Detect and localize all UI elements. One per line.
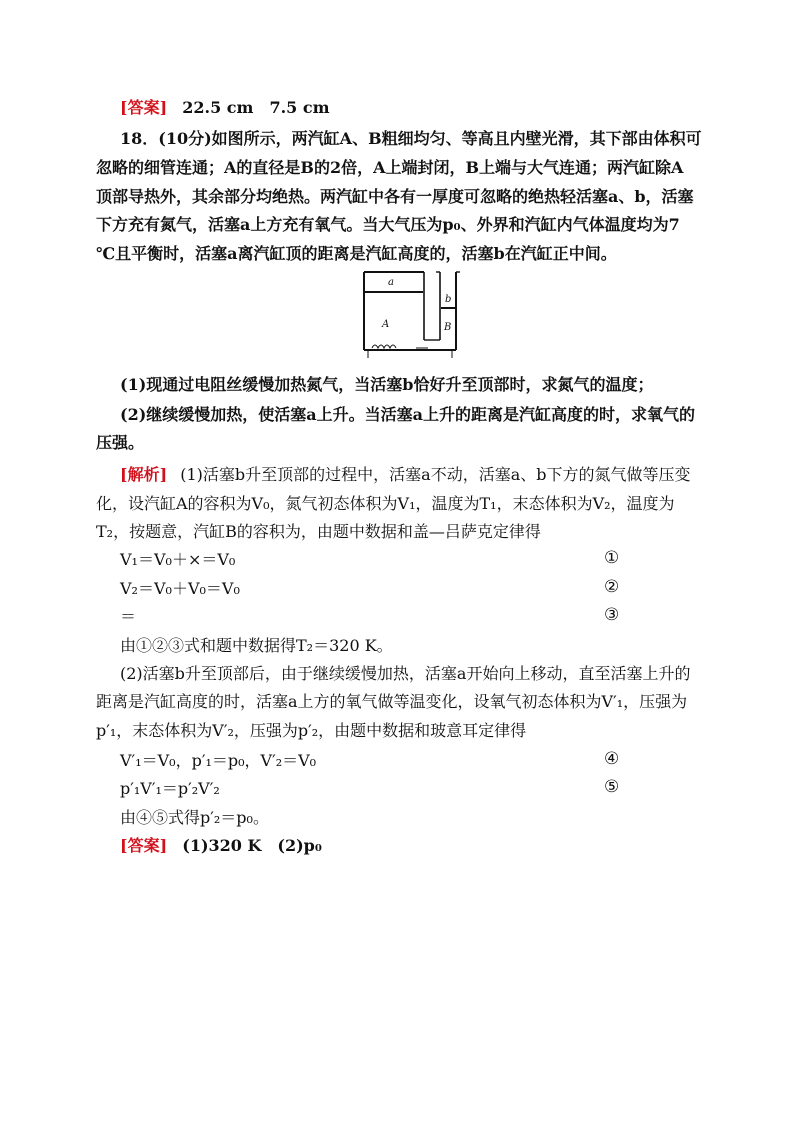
equation-1-text: V₁＝V₀＋×＝V₀ [120, 550, 236, 569]
question-2-cont: 压强。 [96, 433, 145, 452]
analysis-tag: [解析] [120, 465, 168, 484]
equation-5-text: p′₁V′₁＝p′₂V′₂ [120, 779, 220, 798]
conclusion-1: 由①②③式和题中数据得T₂＝320 K。 [120, 636, 393, 655]
answer-text-2: (1)320 K (2)p₀ [182, 836, 322, 855]
answer-tag-2: [答案] [120, 836, 168, 855]
cylinder-diagram [356, 268, 470, 360]
answer-line-2 [120, 836, 710, 856]
analysis-p1-line-1: (1)活塞b升至顶部的过程中，活塞a不动，活塞a、b下方的氮气做等压变 [180, 465, 691, 484]
equation-4-text: V′₁＝V₀，p′₁＝p₀，V′₂＝V₀ [120, 751, 317, 770]
problem-line-1: 18．(10分)如图所示，两汽缸A、B粗细均匀、等高且内壁光滑，其下部由体积可 [120, 129, 702, 148]
label-B: B [444, 322, 452, 333]
equation-2 [120, 579, 710, 599]
analysis-p2-line-3: p′₁，末态体积为V′₂，压强为p′₂，由题中数据和玻意耳定律得 [96, 721, 527, 740]
analysis-p1-line-3: T₂，按题意，汽缸B的容积为，由题中数据和盖—吕萨克定律得 [96, 522, 541, 541]
equation-3 [120, 607, 710, 627]
question-1: (1)现通过电阻丝缓慢加热氮气，当活塞b恰好升至顶部时，求氮气的温度； [120, 375, 654, 394]
label-b: b [445, 294, 452, 305]
analysis-p2-line-2: 距离是汽缸高度的时，活塞a上方的氧气做等温变化，设氧气初态体积为V′₁，压强为 [96, 692, 688, 711]
analysis-p2-line-1: (2)活塞b升至顶部后，由于继续缓慢加热，活塞a开始向上移动，直至活塞上升的 [120, 664, 691, 683]
equation-4-marker: ④ [604, 749, 620, 769]
question-2: (2)继续缓慢加热，使活塞a上升。当活塞a上升的距离是汽缸高度的时，求氧气的 [120, 405, 696, 424]
analysis-line-1 [120, 465, 710, 485]
analysis-p1-line-2: 化，设汽缸A的容积为V₀，氮气初态体积为V₁，温度为T₁，末态体积为V₂，温度为 [96, 494, 675, 513]
equation-1 [120, 550, 710, 570]
problem-line-2: 忽略的细管连通；A的直径是B的2倍，A上端封闭，B上端与大气连通；两汽缸除A [96, 158, 684, 177]
problem-line-4: 下方充有氮气，活塞a上方充有氧气。当大气压为p₀、外界和汽缸内气体温度均为7 [96, 215, 680, 234]
equation-3-text: ＝ [120, 607, 137, 626]
label-A: A [382, 319, 390, 330]
equation-4 [120, 751, 710, 771]
equation-1-marker: ① [604, 548, 620, 568]
answer-tag: [答案] [120, 98, 168, 117]
answer-text: 22.5 cm 7.5 cm [182, 98, 330, 117]
equation-2-text: V₂＝V₀＋V₀＝V₀ [120, 579, 240, 598]
answer-line-1 [120, 98, 710, 118]
equation-5-marker: ⑤ [604, 777, 620, 797]
problem-line-5: ℃且平衡时，活塞a离汽缸顶的距离是汽缸高度的，活塞b在汽缸正中间。 [96, 244, 617, 263]
equation-5 [120, 779, 710, 799]
equation-3-marker: ③ [604, 605, 620, 625]
problem-line-3: 顶部导热外，其余部分均绝热。两汽缸中各有一厚度可忽略的绝热轻活塞a、b，活塞 [96, 187, 694, 206]
conclusion-2: 由④⑤式得p′₂＝p₀。 [120, 808, 269, 827]
equation-2-marker: ② [604, 577, 620, 597]
label-a: a [388, 277, 394, 288]
